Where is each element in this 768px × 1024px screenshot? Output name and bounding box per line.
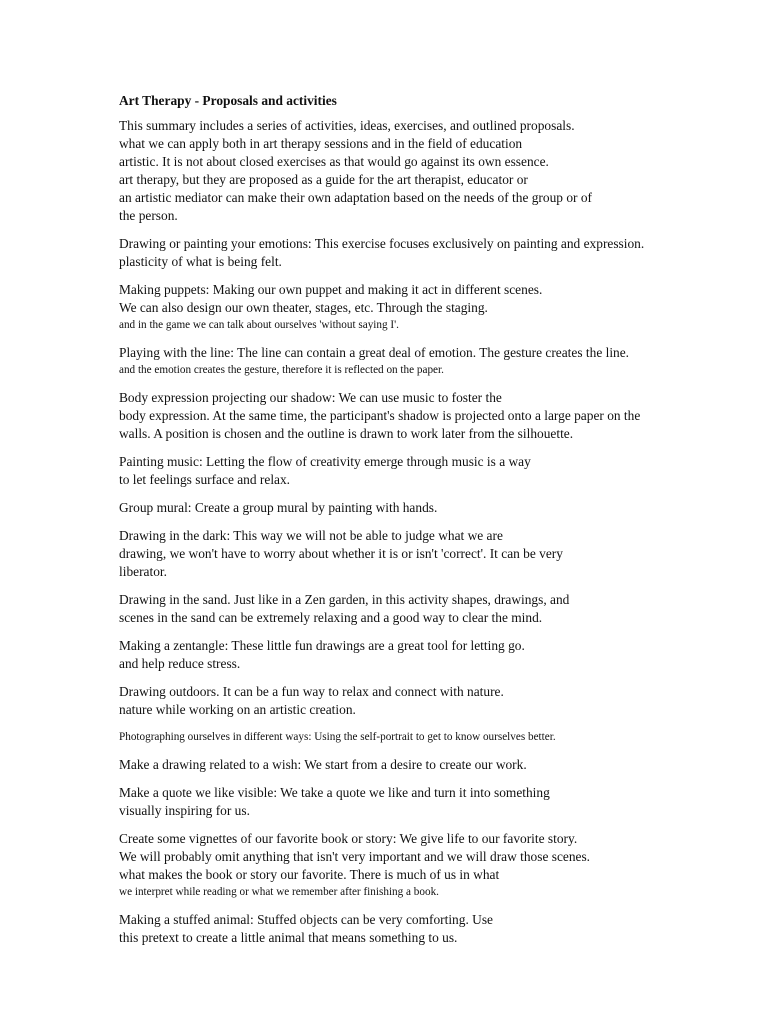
paragraph [119, 389, 669, 443]
text-line: visually inspiring for us. [119, 803, 250, 818]
document-page [119, 92, 669, 957]
text-line: body expression. At the same time, the participant's shadow is projected onto a large paper on the [119, 408, 641, 423]
paragraph [119, 756, 669, 774]
text-line: We can also design our own theater, stages, etc. Through the staging. [119, 300, 488, 315]
text-line: We will probably omit anything that isn't very important and we will draw those scenes. [119, 849, 591, 864]
text-line: artistic. It is not about closed exercises as that would go against its own essence. [119, 154, 549, 169]
document-body [119, 117, 669, 947]
text-line: this pretext to create a little animal that means something to us. [119, 930, 458, 945]
paragraph [119, 729, 669, 746]
text-line: liberator. [119, 564, 167, 579]
text-line: we interpret while reading or what we remember after finishing a book. [119, 886, 439, 898]
paragraph [119, 235, 669, 271]
text-line: art therapy, but they are proposed as a guide for the art therapist, educator or [119, 172, 528, 187]
text-line: Painting music: Letting the flow of creativity emerge through music is a way [119, 454, 531, 469]
text-line: Make a drawing related to a wish: We start from a desire to create our work. [119, 757, 527, 772]
text-line: Create some vignettes of our favorite book or story: We give life to our favorite story. [119, 831, 578, 846]
text-line: and the emotion creates the gesture, therefore it is reflected on the paper. [119, 364, 444, 376]
paragraph [119, 117, 669, 225]
text-line: Body expression projecting our shadow: We can use music to foster the [119, 390, 502, 405]
paragraph [119, 784, 669, 820]
text-line: Drawing in the sand. Just like in a Zen garden, in this activity shapes, drawings, and [119, 592, 570, 607]
text-line: scenes in the sand can be extremely relaxing and a good way to clear the mind. [119, 610, 543, 625]
text-line: This summary includes a series of activities, ideas, exercises, and outlined proposals. [119, 118, 575, 133]
text-line: the person. [119, 208, 178, 223]
paragraph [119, 499, 669, 517]
text-line: walls. A position is chosen and the outline is drawn to work later from the silhouette. [119, 426, 574, 441]
text-line: Drawing outdoors. It can be a fun way to relax and connect with nature. [119, 684, 504, 699]
paragraph [119, 527, 669, 581]
paragraph [119, 591, 669, 627]
document-title: Art Therapy - Proposals and activities [119, 93, 337, 108]
paragraph [119, 281, 669, 334]
text-line: to let feelings surface and relax. [119, 472, 291, 487]
text-line: nature while working on an artistic creation. [119, 702, 356, 717]
text-line: an artistic mediator can make their own adaptation based on the needs of the group or of [119, 190, 592, 205]
text-line: Drawing or painting your emotions: This exercise focuses exclusively on painting and expression. [119, 236, 645, 251]
paragraph [119, 344, 669, 379]
text-line: Making a zentangle: These little fun drawings are a great tool for letting go. [119, 638, 525, 653]
text-line: Making puppets: Making our own puppet and making it act in different scenes. [119, 282, 543, 297]
text-line: Group mural: Create a group mural by painting with hands. [119, 500, 438, 515]
paragraph [119, 637, 669, 673]
text-line: plasticity of what is being felt. [119, 254, 282, 269]
text-line: Make a quote we like visible: We take a quote we like and turn it into something [119, 785, 550, 800]
paragraph [119, 830, 669, 901]
paragraph [119, 911, 669, 947]
text-line: Drawing in the dark: This way we will not be able to judge what we are [119, 528, 503, 543]
text-line: Making a stuffed animal: Stuffed objects can be very comforting. Use [119, 912, 493, 927]
text-line: and in the game we can talk about ourselves 'without saying I'. [119, 319, 399, 331]
paragraph [119, 683, 669, 719]
text-line: what makes the book or story our favorite. There is much of us in what [119, 867, 500, 882]
paragraph [119, 453, 669, 489]
text-line: and help reduce stress. [119, 656, 241, 671]
text-line: Photographing ourselves in different ways: Using the self-portrait to get to know ourselves better. [119, 731, 556, 743]
text-line: Playing with the line: The line can contain a great deal of emotion. The gesture creates the line. [119, 345, 630, 360]
text-line: drawing, we won't have to worry about whether it is or isn't 'correct'. It can be very [119, 546, 563, 561]
text-line: what we can apply both in art therapy sessions and in the field of education [119, 136, 523, 151]
